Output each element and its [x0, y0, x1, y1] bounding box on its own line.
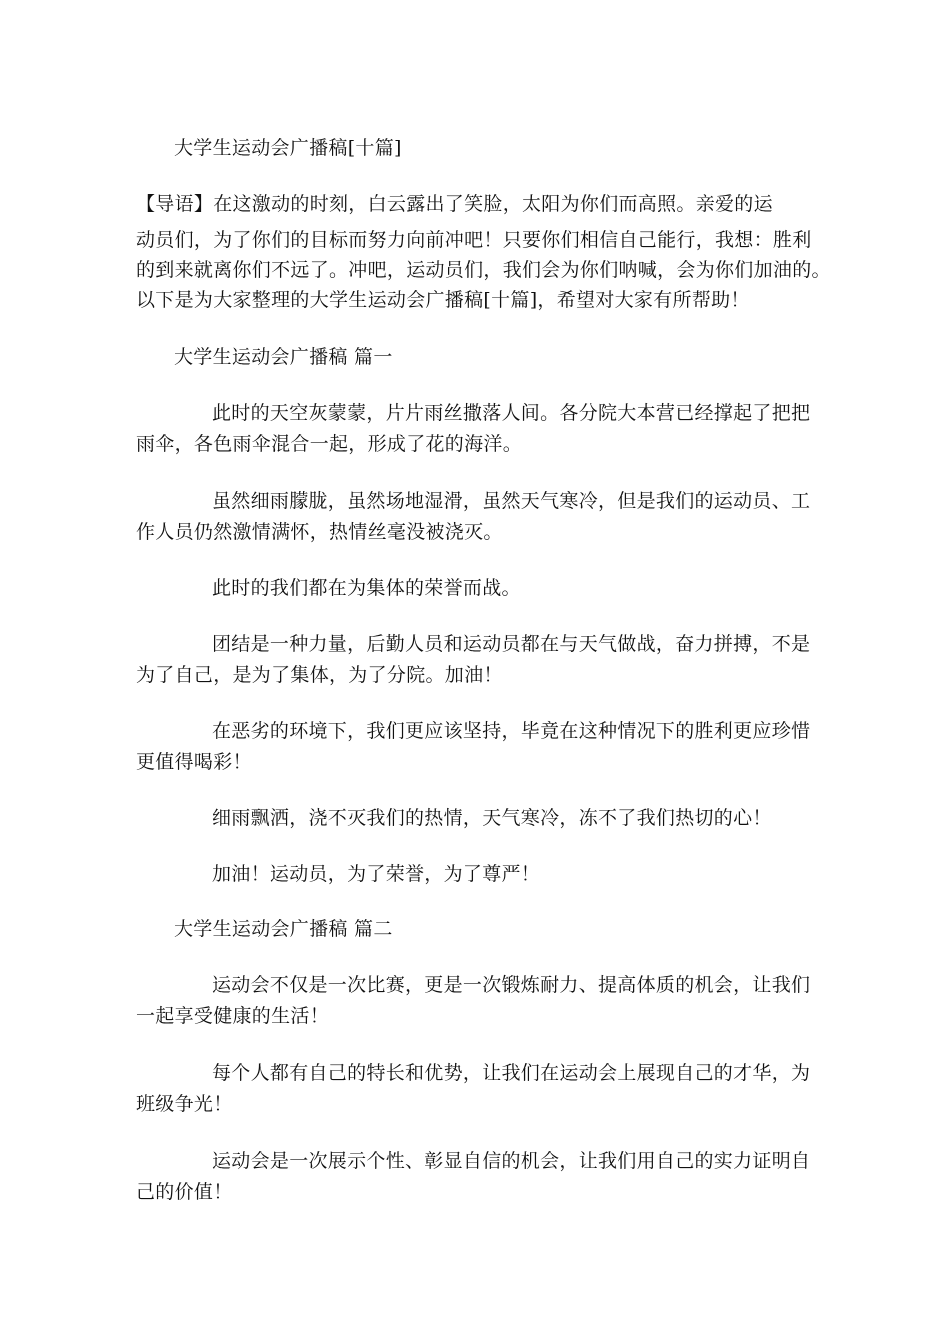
paragraph-line: 此时的我们都在为集体的荣誉而战。 [212, 577, 521, 599]
paragraph-line: 虽然细雨朦胧，虽然场地湿滑，虽然天气寒冷，但是我们的运动员、工 [212, 490, 811, 512]
document-title: 大学生运动会广播稿[十篇] [174, 137, 402, 159]
paragraph-line: 细雨飘洒，浇不灭我们的热情，天气寒冷，冻不了我们热切的心！ [212, 807, 772, 829]
paragraph-line: 班级争光！ [136, 1093, 233, 1115]
intro-line: 【导语】在这激动的时刻，白云露出了笑脸，太阳为你们而高照。亲爱的运 [136, 193, 773, 215]
intro-line: 动员们，为了你们的目标而努力向前冲吧！只要你们相信自己能行，我想：胜利 [136, 229, 812, 251]
section-heading: 大学生运动会广播稿 篇一 [174, 346, 393, 368]
paragraph-line: 己的价值！ [136, 1181, 233, 1203]
paragraph-line: 在恶劣的环境下，我们更应该坚持，毕竟在这种情况下的胜利更应珍惜 [212, 720, 811, 742]
paragraph-line: 团结是一种力量，后勤人员和运动员都在与天气做战，奋力拼搏，不是 [212, 633, 811, 655]
paragraph-line: 更值得喝彩！ [136, 751, 252, 773]
paragraph-line: 为了自己，是为了集体，为了分院。加油！ [136, 664, 503, 686]
paragraph-line: 加油！运动员，为了荣誉，为了尊严！ [212, 863, 541, 885]
paragraph-line: 运动会不仅是一次比赛，更是一次锻炼耐力、提高体质的机会，让我们 [212, 974, 811, 996]
paragraph-line: 雨伞，各色雨伞混合一起，形成了花的海洋。 [136, 433, 523, 455]
paragraph-line: 每个人都有自己的特长和优势，让我们在运动会上展现自己的才华，为 [212, 1062, 811, 1084]
section-heading: 大学生运动会广播稿 篇二 [174, 918, 393, 940]
paragraph-line: 一起享受健康的生活！ [136, 1005, 330, 1027]
intro-line: 以下是为大家整理的大学生运动会广播稿[十篇]，希望对大家有所帮助！ [136, 289, 750, 311]
paragraph-line: 运动会是一次展示个性、彰显自信的机会，让我们用自己的实力证明自 [212, 1150, 811, 1172]
paragraph-line: 此时的天空灰蒙蒙，片片雨丝撒落人间。各分院大本营已经撑起了把把 [212, 402, 811, 424]
intro-line: 的到来就离你们不远了。冲吧，运动员们，我们会为你们呐喊，会为你们加油的。 [136, 259, 831, 281]
paragraph-line: 作人员仍然激情满怀，热情丝毫没被浇灭。 [136, 521, 503, 543]
